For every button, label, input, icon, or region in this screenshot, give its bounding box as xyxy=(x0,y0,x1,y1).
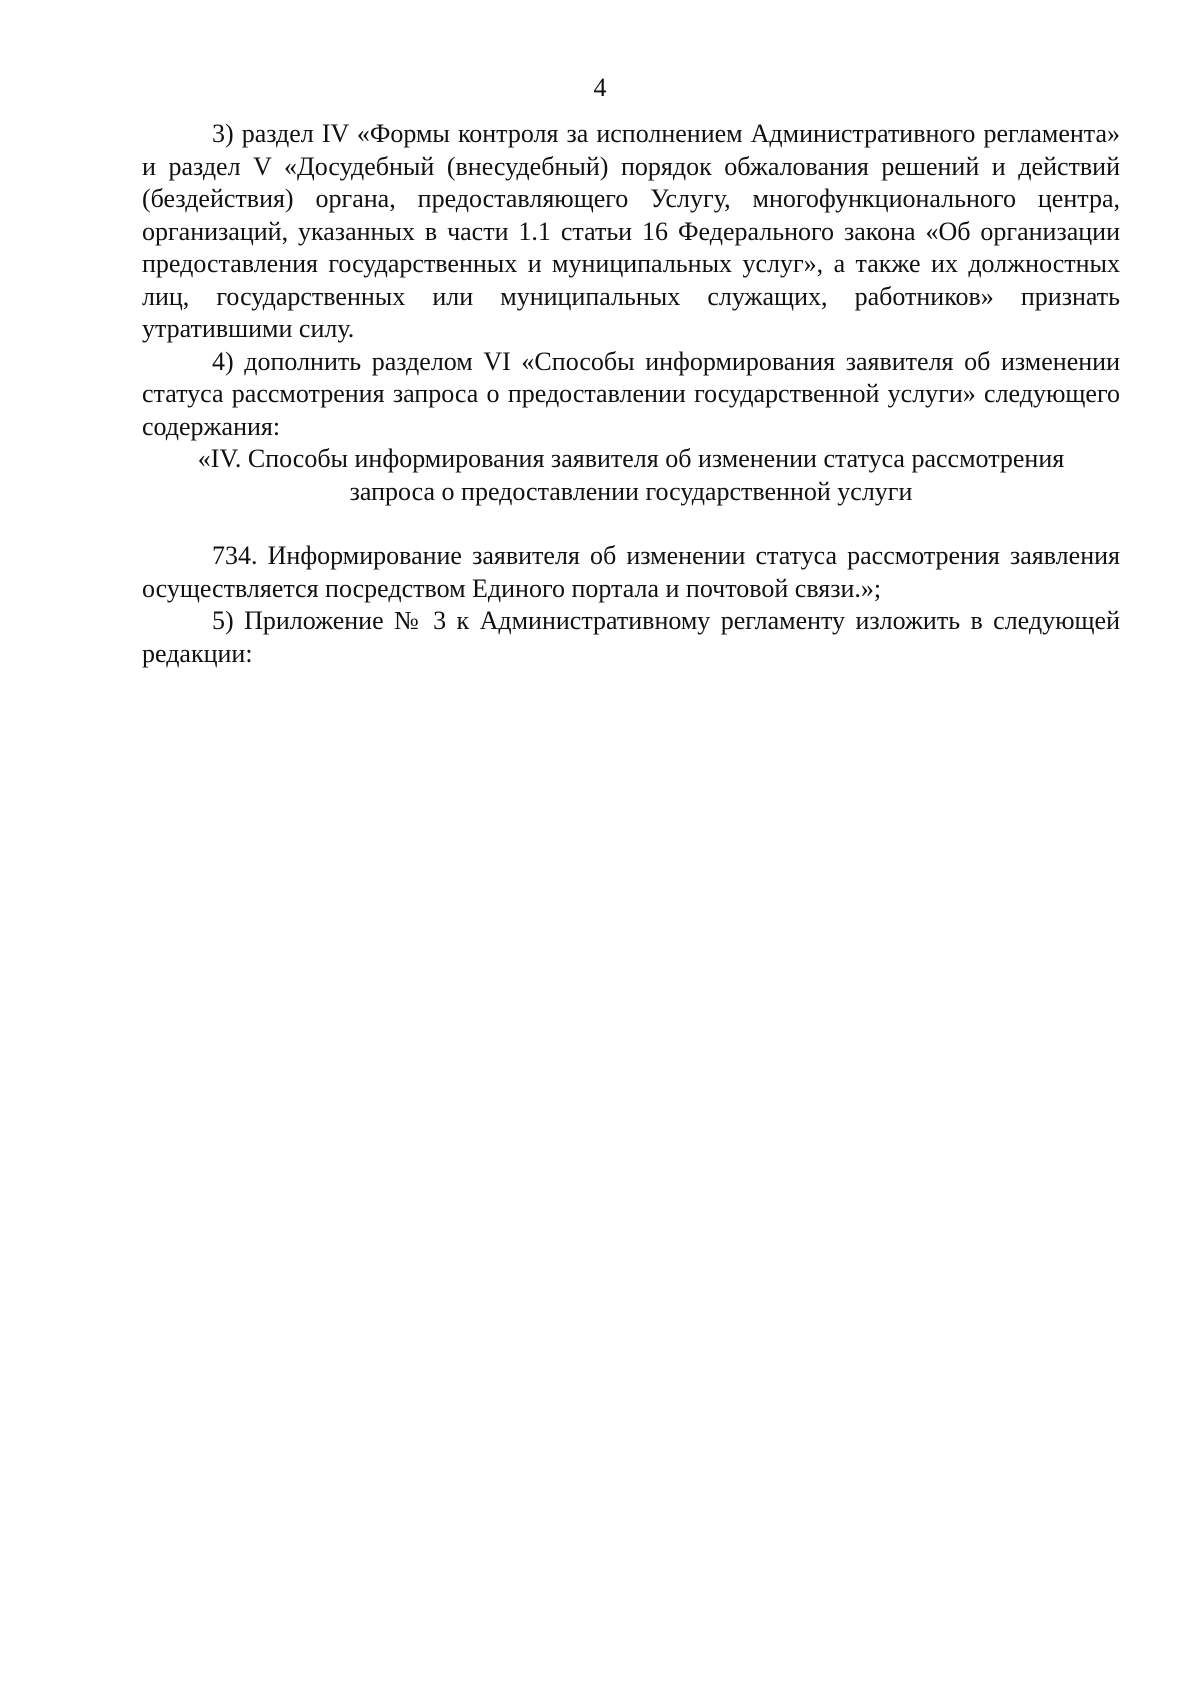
paragraph-item-4: 4) дополнить разделом VI «Способы информирования заявителя об изменении статуса рассмотрения запроса о предоставлении государственной услуги» следующего содержания: xyxy=(142,346,1120,441)
section-heading-line-1: «IV. Способы информирования заявителя об изменении статуса рассмотрения xyxy=(197,444,1065,473)
section-heading xyxy=(142,443,1120,508)
paragraph-item-3: 3) раздел IV «Формы контроля за исполнением Административного регламента» и раздел V «Досудебный (внесудебный) порядок обжалования решений и действий (бездействия) органа, предоставляющего Услугу, многофункционального центра, организаций, указанных в части 1.1 статьи 16 Федерального закона «Об организации предоставления государственных и муниципальных услуг», а также их должностных лиц, государственных или муниципальных служащих, работников» признать утратившими силу. xyxy=(142,119,1120,343)
document-body xyxy=(142,118,1120,670)
section-heading-line-2: запроса о предоставлении государственной услуги xyxy=(349,476,913,506)
page-number: 4 xyxy=(593,73,607,102)
blank-line xyxy=(142,508,1120,540)
paragraph-item-734: 734. Информирование заявителя об изменении статуса рассмотрения заявления осуществляется посредством Единого портала и почтовой связи.»; xyxy=(142,541,1120,603)
paragraph-item-5: 5) Приложение № 3 к Административному регламенту изложить в следующей редакции: xyxy=(142,606,1120,668)
